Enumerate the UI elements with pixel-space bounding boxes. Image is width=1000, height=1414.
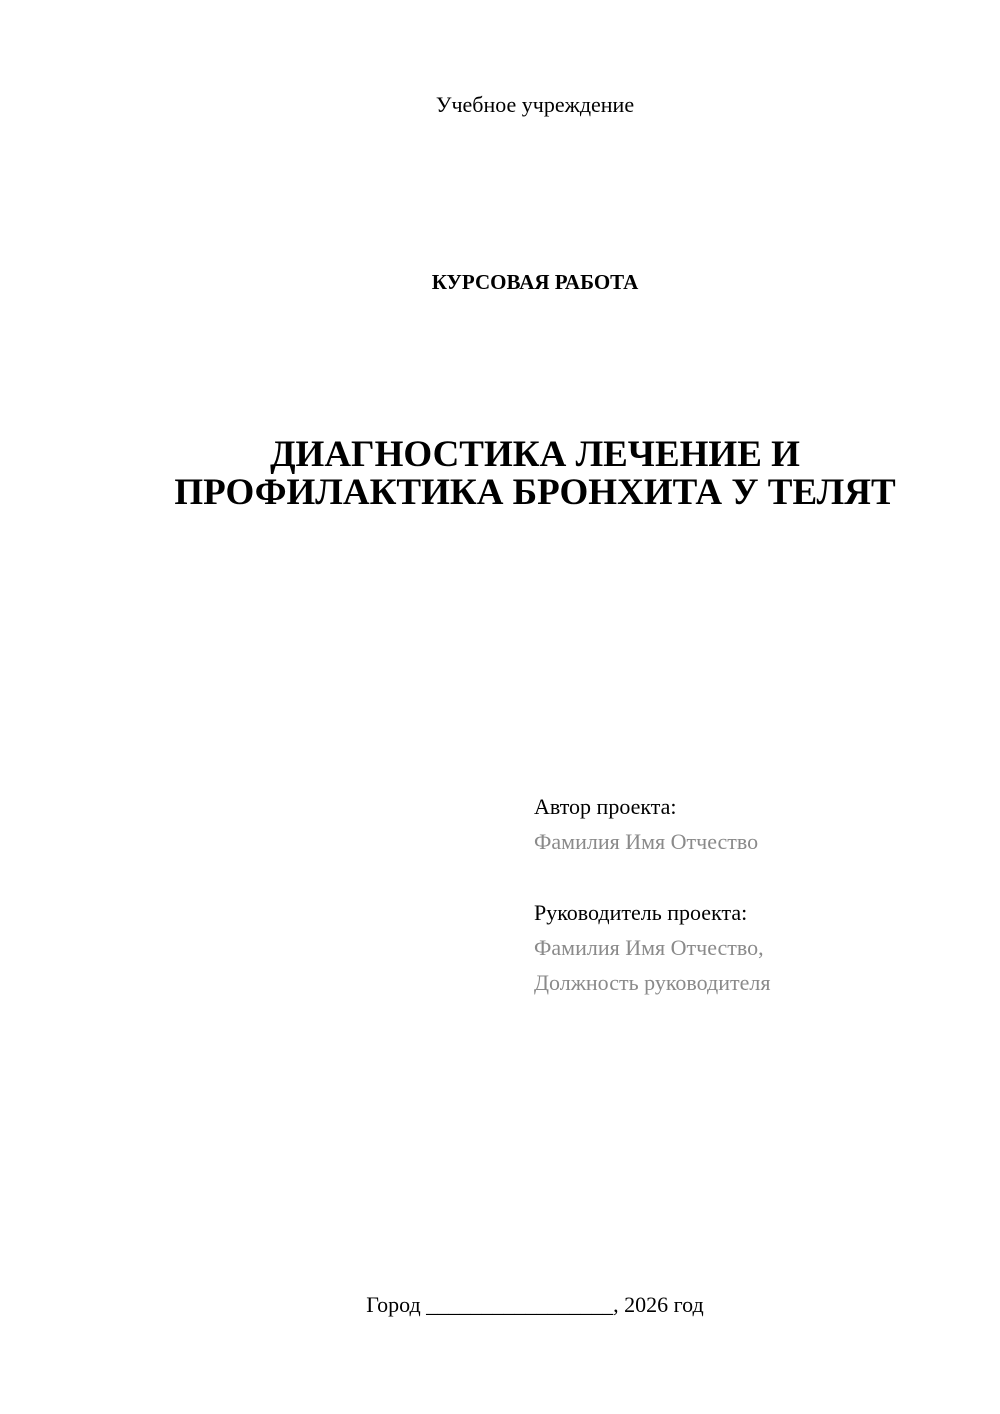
institution-name: Учебное учреждение bbox=[435, 92, 635, 117]
credits-spacer bbox=[534, 859, 770, 895]
author-name: Фамилия Имя Отчество bbox=[534, 829, 759, 854]
author-label: Автор проекта: bbox=[534, 794, 677, 819]
supervisor-name: Фамилия Имя Отчество, bbox=[534, 935, 764, 960]
supervisor-position: Должность руководителя bbox=[534, 970, 771, 995]
credits-block bbox=[534, 789, 770, 1000]
title-line-1: ДИАГНОСТИКА ЛЕЧЕНИЕ И bbox=[270, 434, 800, 475]
city-year-line: Город _________________, 2026 год bbox=[366, 1292, 704, 1317]
document-title bbox=[0, 436, 1000, 512]
work-type-heading: КУРСОВАЯ РАБОТА bbox=[431, 270, 639, 294]
title-line-2: ПРОФИЛАКТИКА БРОНХИТА У ТЕЛЯТ bbox=[174, 472, 896, 513]
supervisor-label: Руководитель проекта: bbox=[534, 900, 748, 925]
